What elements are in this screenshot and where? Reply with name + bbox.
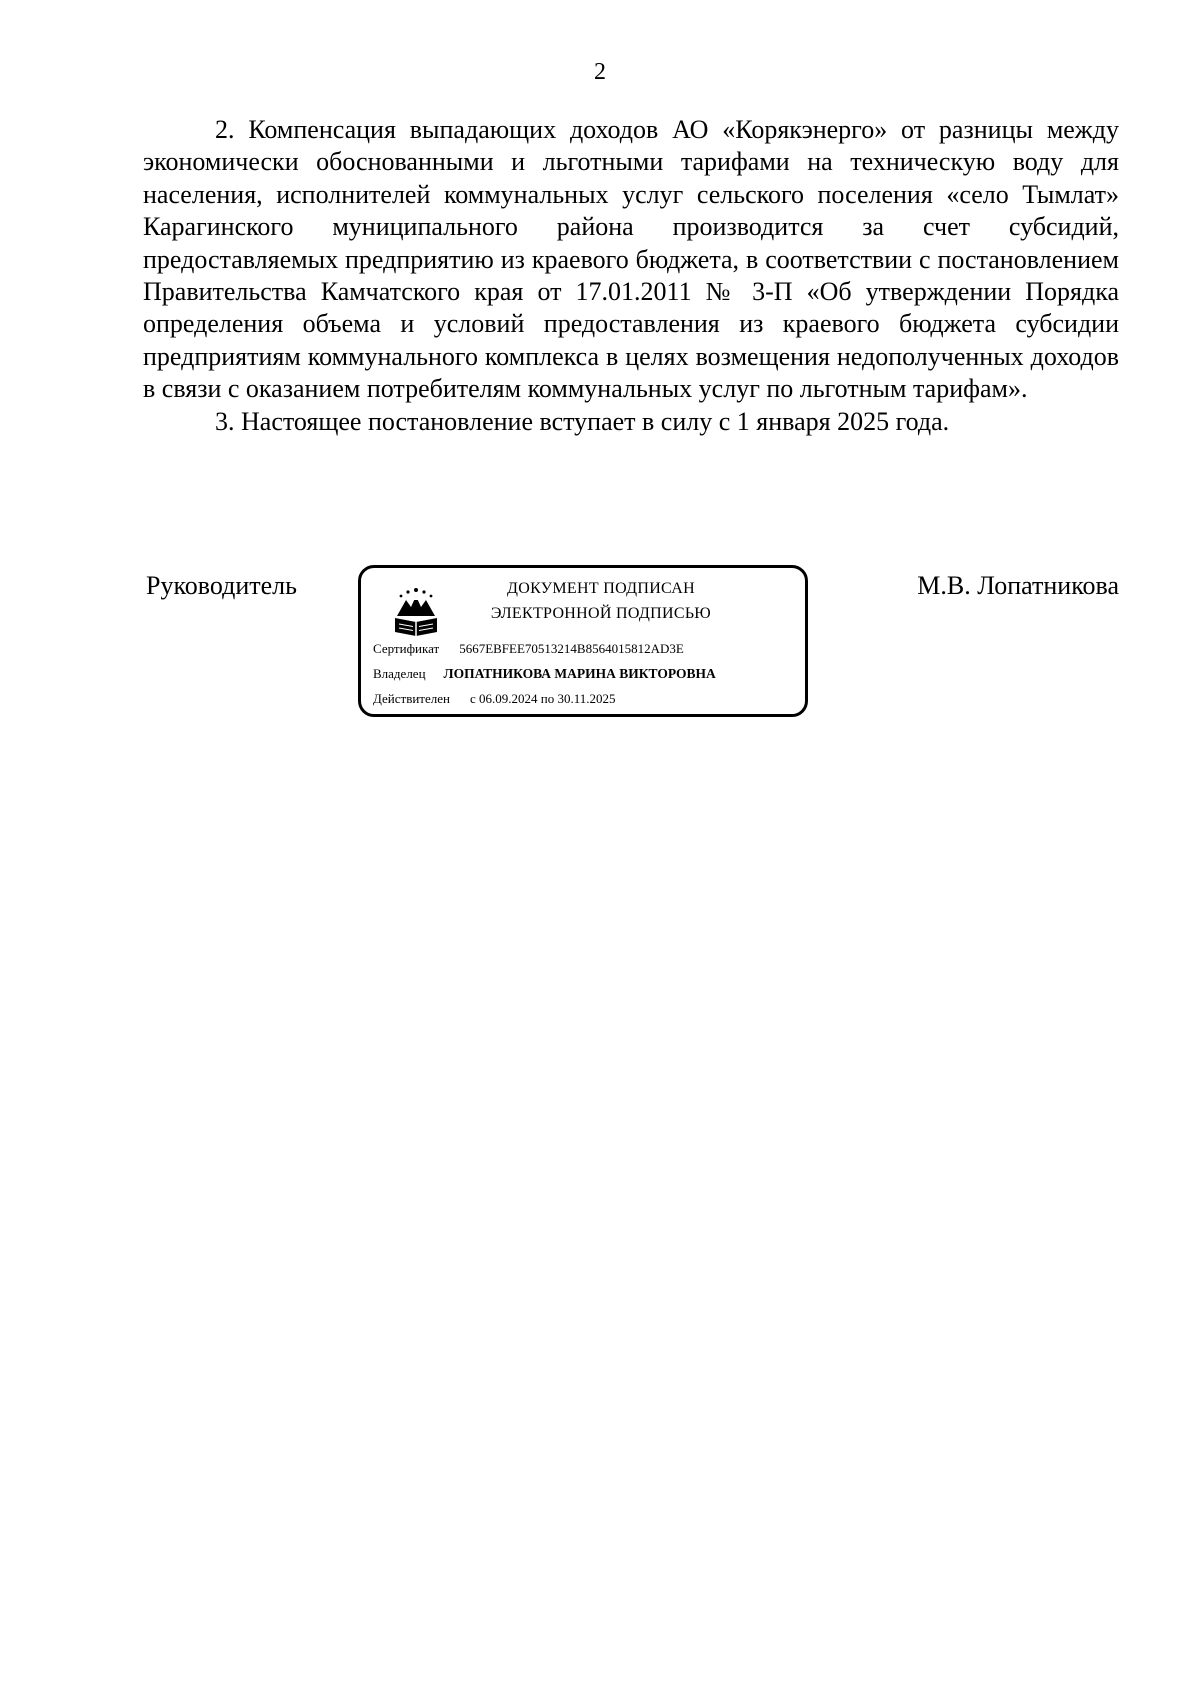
validity-label: Действителен xyxy=(373,691,450,706)
stamp-heading-line1: ДОКУМЕНТ ПОДПИСАН xyxy=(507,580,695,597)
electronic-signature-stamp xyxy=(358,565,808,717)
certificate-value: 5667EBFEE70513214B8564015812AD3E xyxy=(459,641,684,656)
stamp-heading xyxy=(456,576,746,626)
owner-value: ЛОПАТНИКОВА МАРИНА ВИКТОРОВНА xyxy=(443,666,716,681)
signer-position: Руководитель xyxy=(146,571,297,600)
owner-label: Владелец xyxy=(373,666,426,681)
stamp-certificate-row xyxy=(373,641,684,657)
stamp-validity-row xyxy=(373,691,615,707)
certificate-label: Сертификат xyxy=(373,641,440,656)
page-number: 2 xyxy=(594,59,606,85)
document-body xyxy=(143,114,1119,438)
validity-value: с 06.09.2024 по 30.11.2025 xyxy=(469,691,616,706)
signature-block xyxy=(143,570,1119,730)
stamp-owner-row xyxy=(373,666,716,682)
paragraph-effective-date: 3. Настоящее постановление вступает в силу с 1 января 2025 года. xyxy=(215,406,950,436)
signer-name: М.В. Лопатникова xyxy=(917,571,1119,600)
kamchatka-coat-of-arms-icon xyxy=(389,586,443,638)
paragraph-compensation: 2. Компенсация выпадающих доходов АО «Корякэнерго» от разницы между экономически обоснованными и льготными тарифами на техническую воду для населения, исполнителей коммунальных услуг сельского поселения «село Тымлат» Карагинского муниципального района производится за счет субсидий, предоставляемых предприятию из краевого бюджета, в соответствии с постановлением Правительства Камчатского края от 17.01.2011 № 3-П «Об утверждении Порядка определения объема и условий предоставления из краевого бюджета субсидии предприятиям коммунального комплекса в целях возмещения недополученных доходов в связи с оказанием потребителям коммунальных услуг по льготным тарифам». xyxy=(143,115,1119,404)
stamp-heading-line2: ЭЛЕКТРОННОЙ ПОДПИСЬЮ xyxy=(490,605,712,622)
